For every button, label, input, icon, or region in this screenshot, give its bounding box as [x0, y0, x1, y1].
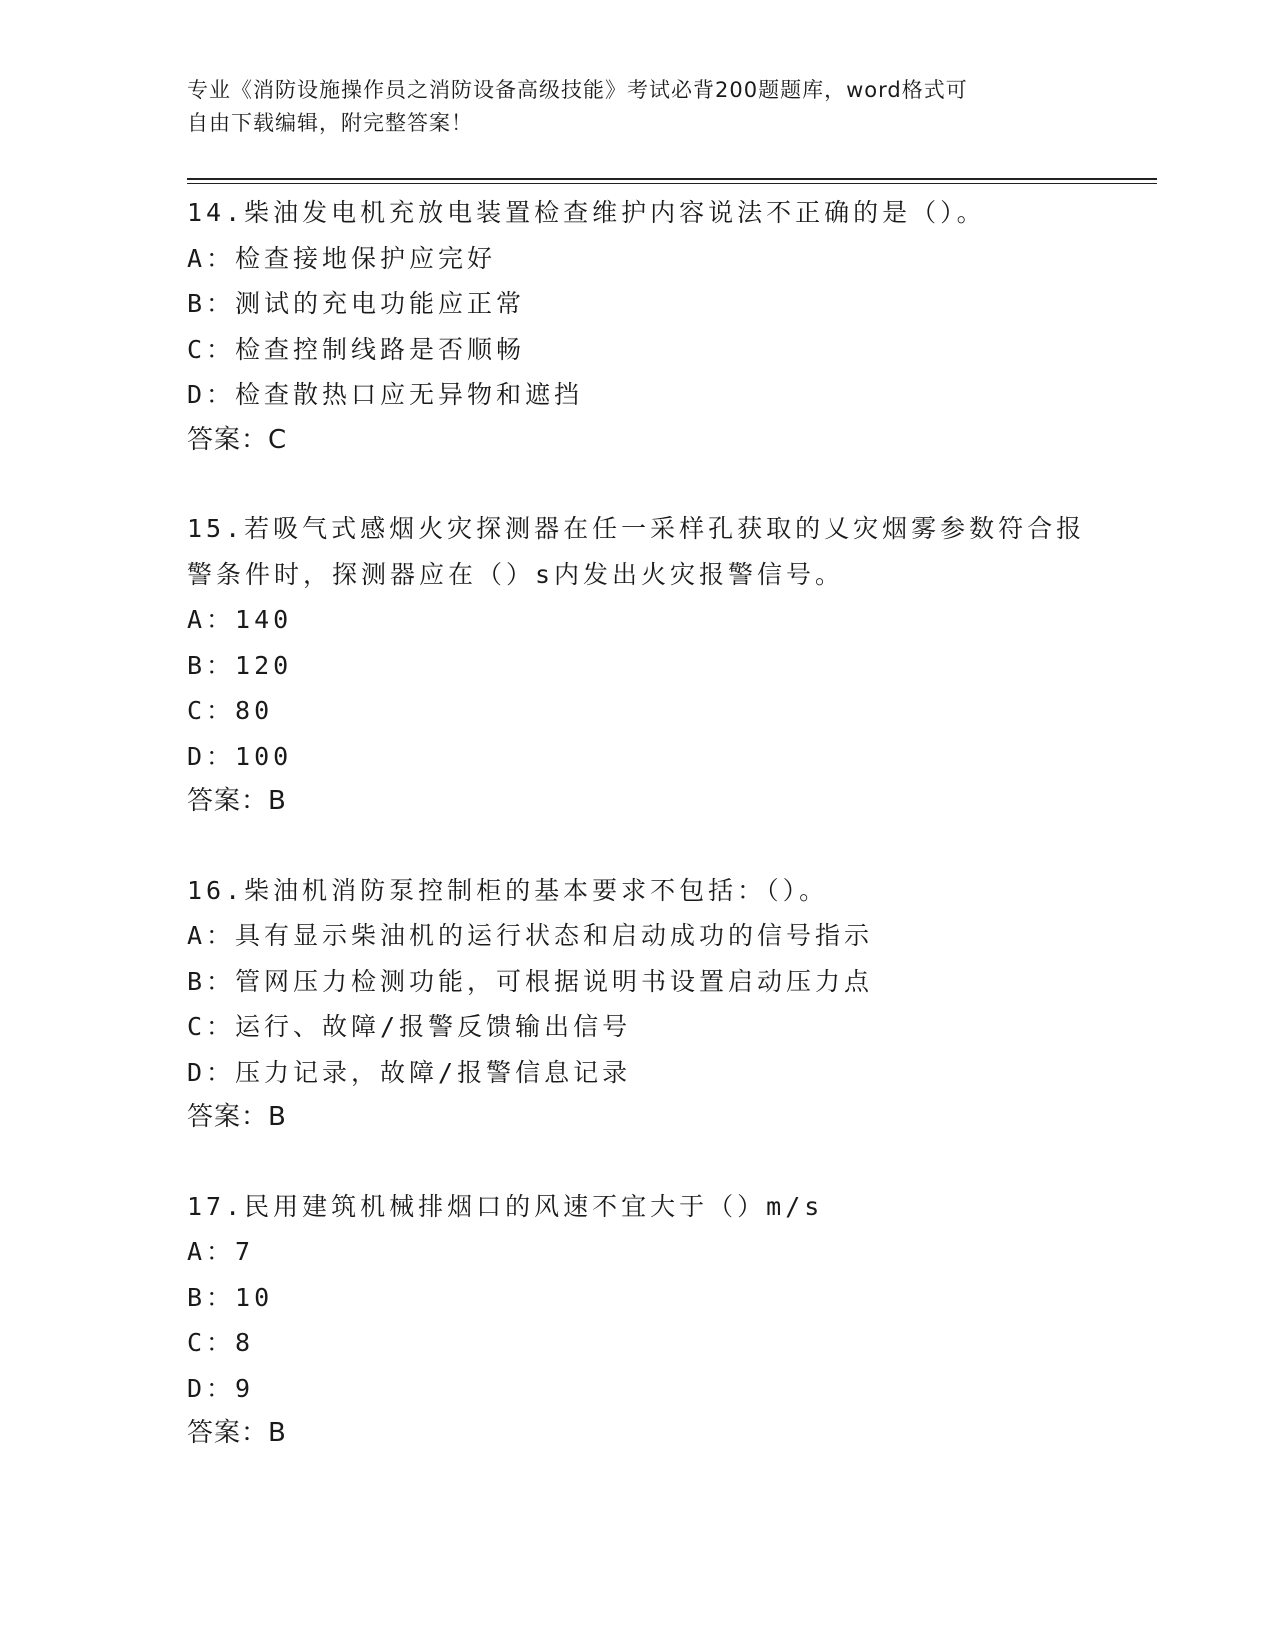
option-c: C：8: [187, 1328, 255, 1357]
question-14: [187, 190, 1137, 463]
option-b: B：10: [187, 1282, 274, 1312]
header-line-1: 专业《消防设施操作员之消防设备高级技能》考试必背200题题库，word格式可: [187, 78, 968, 102]
question-16: [187, 868, 1137, 1141]
header-divider-thick: [187, 178, 1157, 180]
question-stem: 16.柴油机消防泵控制柜的基本要求不包括：（）。: [187, 875, 829, 905]
option-d: D：9: [187, 1373, 255, 1403]
option-d: D：检查散热口应无异物和遮挡: [187, 380, 584, 409]
option-c: C：检查控制线路是否顺畅: [187, 334, 526, 364]
option-b: B：120: [187, 650, 293, 680]
answer-key: 答案：B: [187, 786, 287, 816]
header-divider-thin: [187, 183, 1157, 184]
question-stem: 17.民用建筑机械排烟口的风速不宜大于（）m/s: [187, 1191, 824, 1221]
answer-key: 答案：B: [187, 1102, 287, 1132]
question-stem: 14.柴油发电机充放电装置检查维护内容说法不正确的是（）。: [187, 198, 986, 227]
option-d: D：100: [187, 741, 293, 771]
option-a: A：检查接地保护应完好: [187, 243, 497, 273]
option-a: A：140: [187, 605, 293, 634]
question-stem: 15.若吸气式感烟火灾探测器在任一采样孔获取的乂灾烟雾参数符合报警条件时，探测器应在（）s内发出火灾报警信号。: [187, 514, 1086, 589]
question-15: [187, 506, 1137, 825]
option-b: B：测试的充电功能应正常: [187, 289, 526, 318]
option-c: C：运行、故障/报警反馈输出信号: [187, 1012, 632, 1041]
document-header: [187, 74, 1087, 140]
answer-key: 答案：C: [187, 424, 288, 455]
option-d: D：压力记录，故障/报警信息记录: [187, 1057, 632, 1087]
answer-key: 答案：B: [187, 1418, 287, 1448]
question-17: [187, 1184, 1137, 1457]
option-c: C：80: [187, 696, 274, 725]
option-a: A：7: [187, 1237, 255, 1266]
question-list: [187, 190, 1137, 1500]
option-a: A：具有显示柴油机的运行状态和启动成功的信号指示: [187, 921, 874, 950]
header-line-2: 自由下载编辑，附完整答案！: [187, 111, 473, 135]
option-b: B：管网压力检测功能，可根据说明书设置启动压力点: [187, 966, 874, 996]
